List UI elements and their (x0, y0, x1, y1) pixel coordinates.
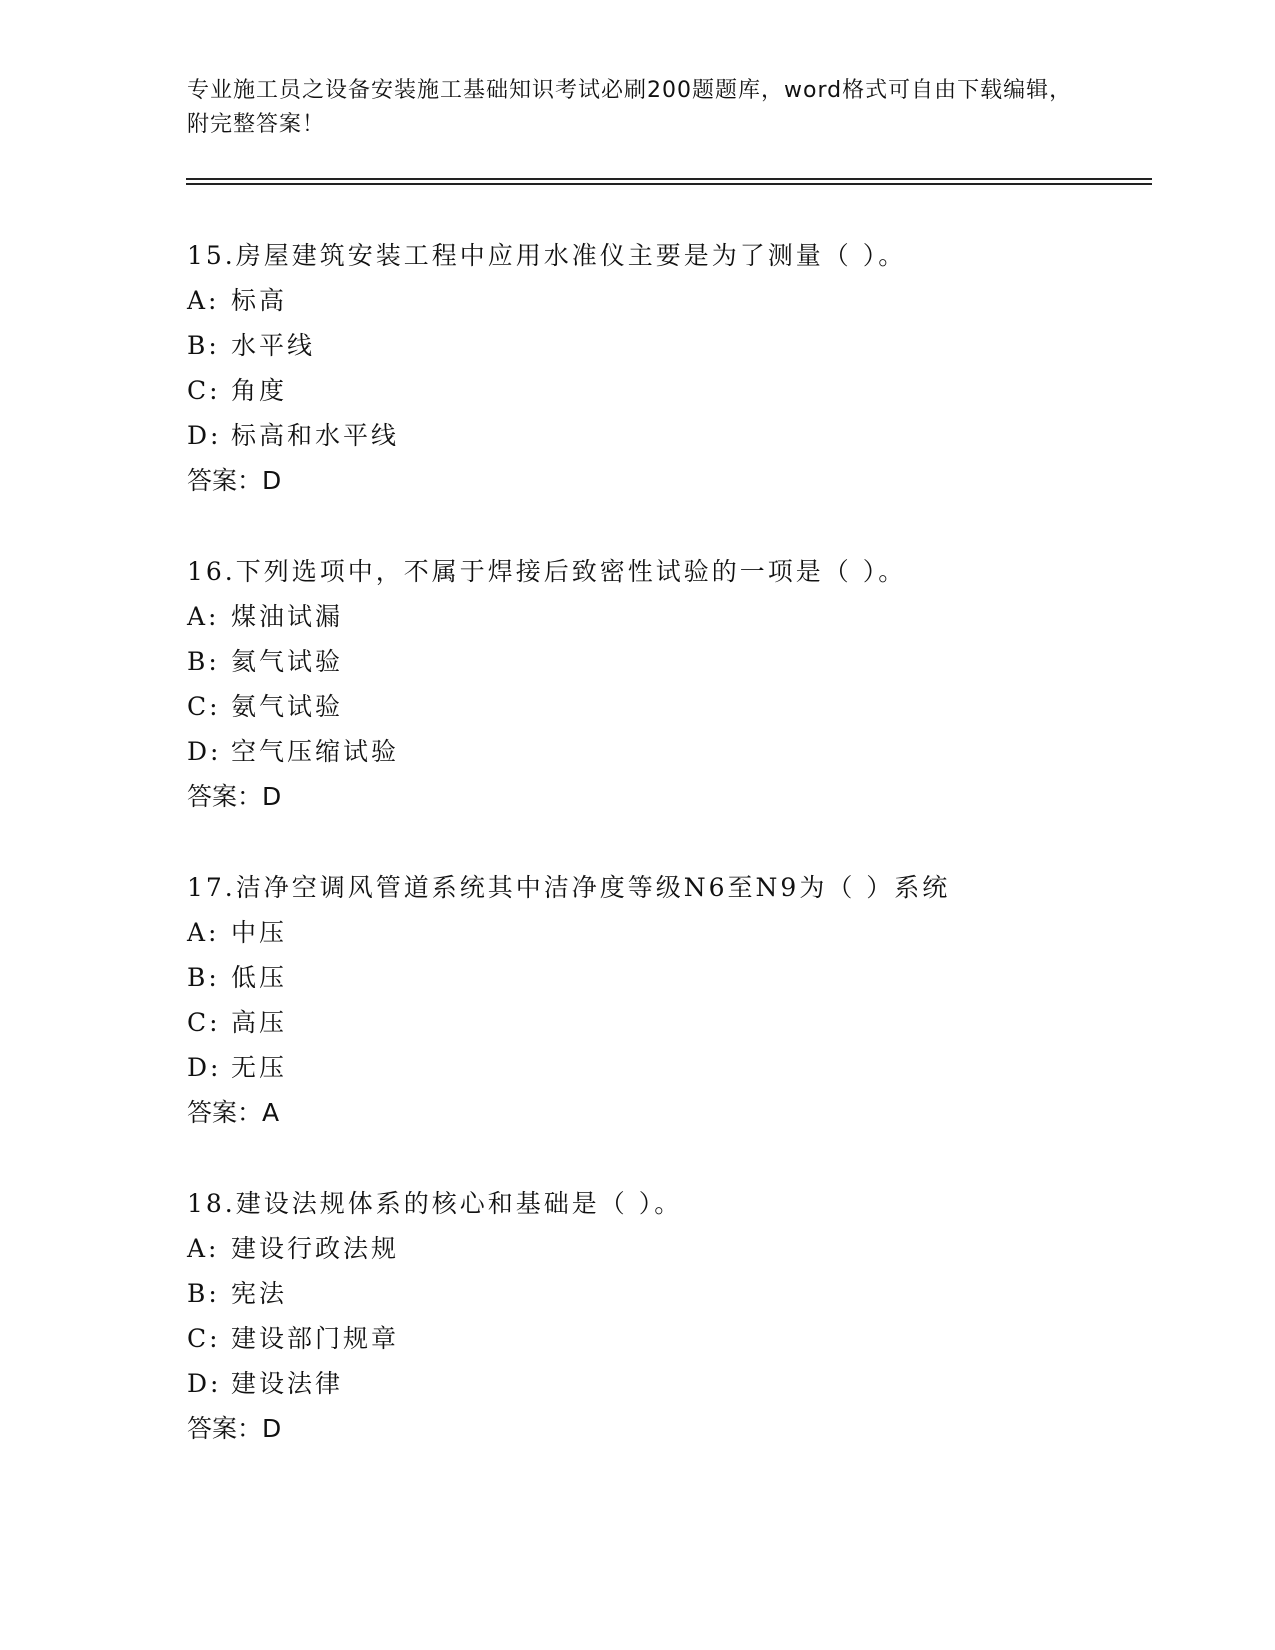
option-text: 建设行政法规 (231, 1234, 400, 1263)
option-text: 角度 (231, 376, 288, 405)
option-letter: D: (187, 1053, 222, 1082)
option-text: 低压 (231, 963, 288, 992)
answer-line: 答案：D (187, 466, 282, 495)
option-text: 氦气试验 (231, 647, 344, 676)
option-letter: B: (187, 1279, 220, 1308)
option-c (187, 1000, 1147, 1045)
option-d (187, 1045, 1147, 1090)
header-divider-bottom (186, 183, 1152, 185)
option-a (187, 910, 1147, 955)
option-text: 水平线 (231, 331, 316, 360)
option-d (187, 1361, 1147, 1406)
answer-line: 答案：D (187, 782, 282, 811)
option-letter: A: (187, 286, 220, 315)
option-c (187, 684, 1147, 729)
option-b (187, 323, 1147, 368)
option-text: 标高 (231, 286, 288, 315)
question-title: 18.建设法规体系的核心和基础是（ ）。 (187, 1189, 683, 1218)
option-letter: B: (187, 647, 220, 676)
option-letter: A: (187, 918, 220, 947)
option-a (187, 1226, 1147, 1271)
option-letter: A: (187, 602, 220, 631)
question-18 (187, 1181, 1147, 1451)
question-16 (187, 549, 1147, 819)
question-15 (187, 233, 1147, 503)
option-a (187, 278, 1147, 323)
question-title: 15.房屋建筑安装工程中应用水准仪主要是为了测量（ ）。 (187, 241, 907, 270)
option-letter: C: (187, 376, 221, 405)
option-letter: B: (187, 331, 220, 360)
option-b (187, 1271, 1147, 1316)
answer-line: 答案：A (187, 1098, 280, 1127)
question-17 (187, 865, 1147, 1135)
option-letter: A: (187, 1234, 220, 1263)
option-text: 无压 (231, 1053, 288, 1082)
option-letter: D: (187, 737, 222, 766)
option-text: 空气压缩试验 (231, 737, 400, 766)
option-letter: C: (187, 1324, 221, 1353)
header-divider-top (186, 178, 1152, 180)
option-text: 标高和水平线 (231, 421, 400, 450)
option-b (187, 955, 1147, 1000)
option-text: 建设法律 (231, 1369, 344, 1398)
option-letter: B: (187, 963, 220, 992)
option-letter: C: (187, 692, 221, 721)
option-a (187, 594, 1147, 639)
option-text: 宪法 (231, 1279, 288, 1308)
question-title: 16.下列选项中，不属于焊接后致密性试验的一项是（ ）。 (187, 557, 907, 586)
answer-line: 答案：D (187, 1414, 282, 1443)
question-title: 17.洁净空调风管道系统其中洁净度等级N6至N9为（ ）系统 (187, 873, 951, 902)
option-letter: D: (187, 421, 222, 450)
document-header: 专业施工员之设备安装施工基础知识考试必刷200题题库，word格式可自由下载编辑，附完整答案！ (187, 78, 1073, 137)
option-c (187, 1316, 1147, 1361)
option-c (187, 368, 1147, 413)
option-text: 高压 (231, 1008, 288, 1037)
option-b (187, 639, 1147, 684)
option-text: 煤油试漏 (231, 602, 344, 631)
option-d (187, 729, 1147, 774)
option-text: 建设部门规章 (231, 1324, 400, 1353)
option-letter: D: (187, 1369, 222, 1398)
option-text: 中压 (231, 918, 288, 947)
option-d (187, 413, 1147, 458)
option-letter: C: (187, 1008, 221, 1037)
option-text: 氨气试验 (231, 692, 344, 721)
